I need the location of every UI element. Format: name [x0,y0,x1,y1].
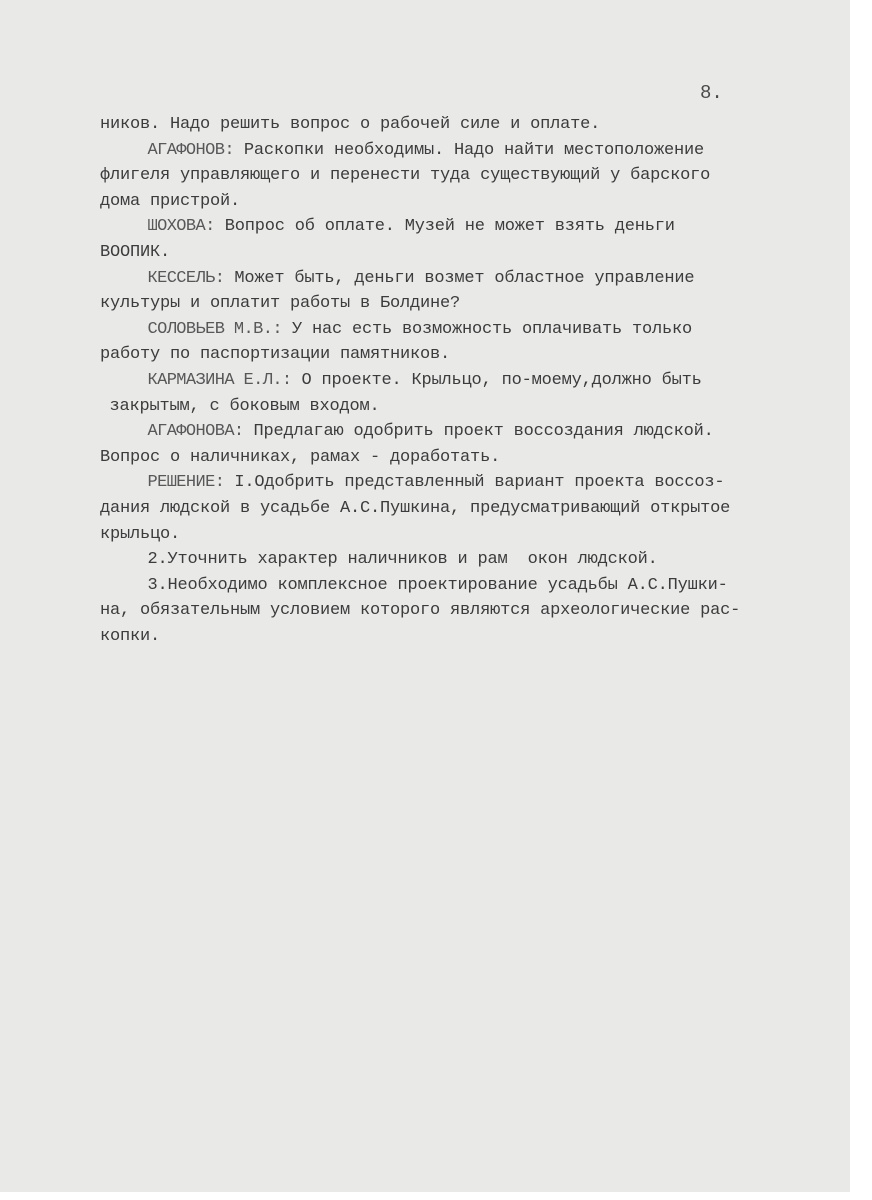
line-text: флигеля управляющего и перенести туда существующий у барского [100,166,711,186]
text-line [100,419,790,445]
text-line [100,317,790,343]
line-text: на, обязательным условием которого являются археологические рас- [100,601,741,621]
line-text: крыльцо. [100,524,181,544]
line-text: работу по паспортизации памятников. [100,345,451,365]
speaker-name: АГАФОНОВА: [147,422,244,442]
document-body [100,112,790,649]
text-line [100,138,790,164]
speaker-name: РЕШЕНИЕ: [147,473,225,493]
text-line [100,240,790,266]
line-text: закрытым, с боковым входом. [109,396,380,416]
line-text: Вопрос о наличниках, рамах - доработать. [100,447,501,467]
speaker-name: СОЛОВЬЕВ М.В.: [147,319,282,339]
line-text: ВООПИК. [100,242,171,262]
text-line [100,470,790,496]
line-text: У нас есть возможность оплачивать только [281,319,693,339]
line-text: 3.Необходимо комплексное проектирование усадьбы А.С.Пушки- [147,575,728,595]
text-line [100,496,790,522]
text-line [100,112,790,138]
text-line [100,547,790,573]
text-line [100,624,790,650]
speaker-name: АГАФОНОВ: [147,140,234,160]
speaker-name: КАРМАЗИНА Е.Л.: [147,370,292,390]
line-text: Может быть, деньги возмет областное управление [224,268,695,288]
text-line [100,598,790,624]
text-line [100,522,790,548]
line-text: I.Одобрить представленный вариант проекта воссоз- [224,473,725,493]
line-text: 2.Уточнить характер наличников и рам окон людской. [147,550,658,570]
text-line [100,368,790,394]
text-line [100,342,790,368]
page-number: 8. [700,82,723,104]
text-line [100,214,790,240]
text-line [100,445,790,471]
text-line [100,291,790,317]
line-text: Раскопки необходимы. Надо найти местоположение [233,140,705,160]
line-text: копки. [100,626,161,646]
line-text: Предлагаю одобрить проект воссоздания людской. [243,422,714,442]
line-text: Вопрос об оплате. Музей не может взять деньги [214,217,675,237]
line-text: дома пристрой. [100,191,241,211]
text-line [100,573,790,599]
line-text: дания людской в усадьбе А.С.Пушкина, предусматривающий открытое [100,498,731,518]
text-line [100,266,790,292]
text-line [100,163,790,189]
line-text: ников. Надо решить вопрос о рабочей силе и оплате. [100,115,601,134]
text-line [100,189,790,215]
text-line [100,394,790,420]
line-text: О проекте. Крыльцо, по-моему,должно быть [291,370,702,390]
speaker-name: КЕССЕЛЬ: [147,268,225,288]
line-text: культуры и оплатит работы в Болдине? [100,294,461,314]
speaker-name: ШОХОВА: [147,217,215,237]
